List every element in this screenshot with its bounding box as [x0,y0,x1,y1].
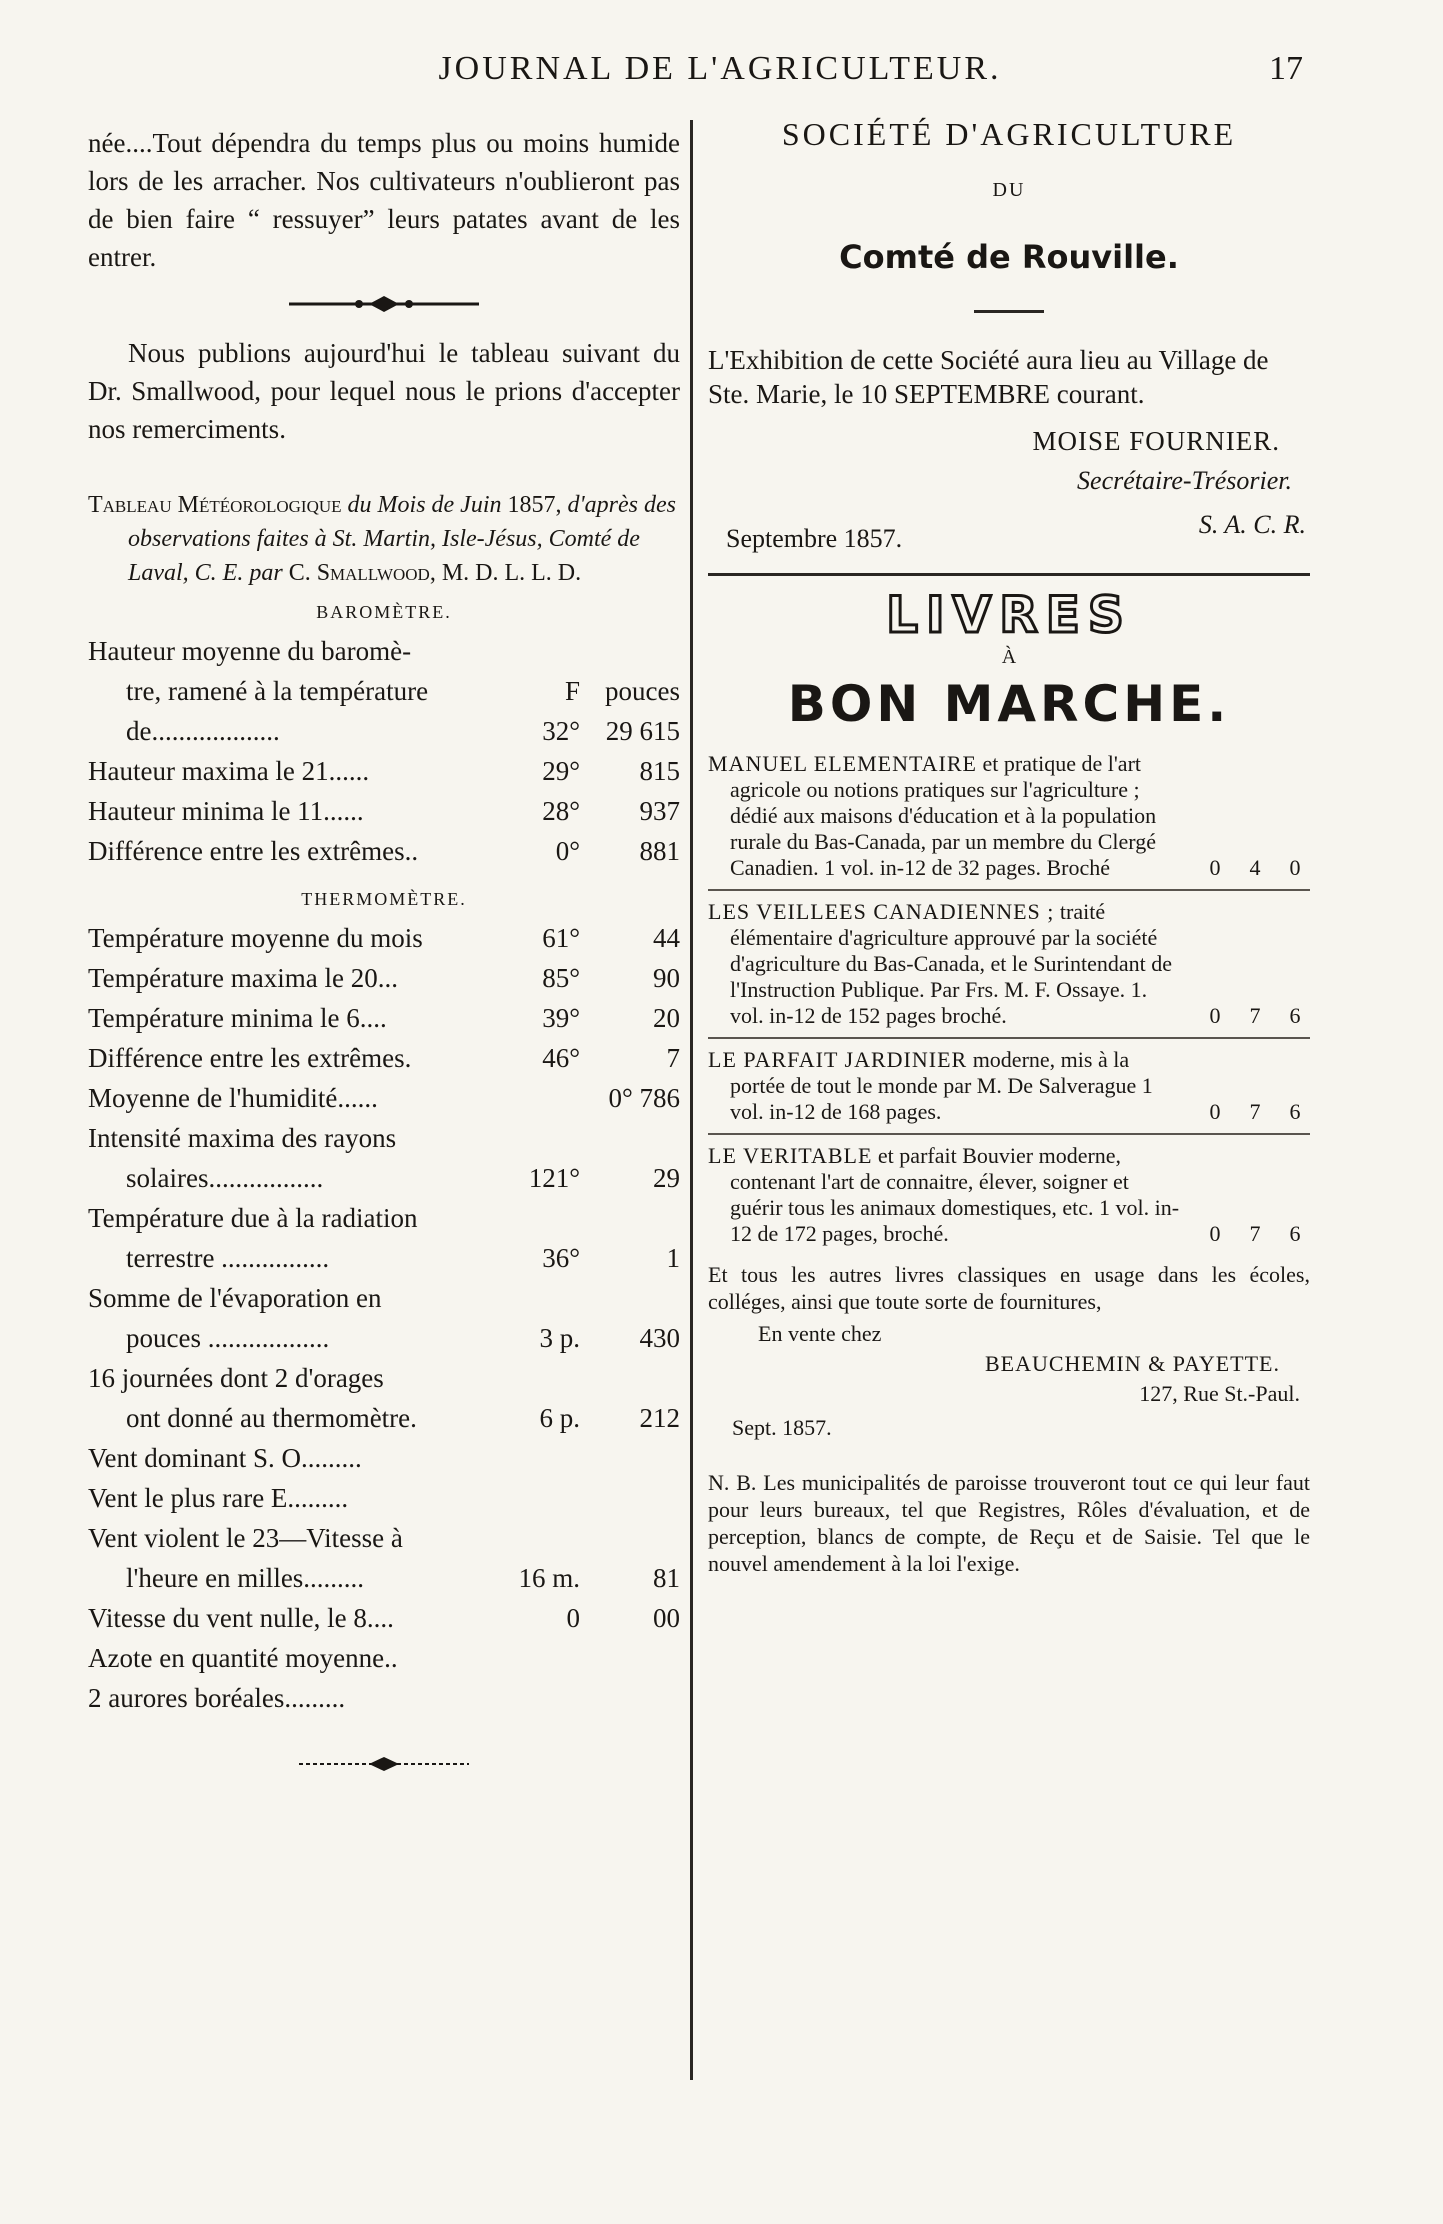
thermometre-table [88,918,680,1718]
price-digit: 7 [1249,1003,1261,1028]
row-value-2: 20 [653,1003,680,1033]
table-row [88,1078,680,1118]
book-separator [708,1037,1310,1039]
table-row [88,1038,680,1078]
tableau-heading [88,488,680,590]
row-value-2: pouces [605,676,680,706]
ornament-divider-bottom [88,1754,680,1776]
row-value-1: 85° [542,963,580,993]
table-row [88,1198,680,1238]
table-row [88,791,680,831]
table-row [88,1158,680,1198]
price-digit: 0 [1209,1099,1221,1124]
nota-bene: N. B. Les municipalités de paroisse trouveront tout ce qui leur faut pour leurs bureaux, tel que Registres, Rôles d'évaluation, et de perception, blancs de compte, de Reçu et de Saisie. Tel que le nouvel amendement à la loi l'exige. [708,1470,1310,1576]
row-label: Température minima le 6.... [88,1003,387,1033]
row-label: Intensité maxima des rayons [88,1123,397,1153]
price-digit: 0 [1209,1221,1221,1246]
row-value-2: 881 [639,836,680,866]
row-label: Différence entre les extrêmes.. [88,836,419,866]
exhibition-notice: L'Exhibition de cette Société aura lieu au Village de Ste. Marie, le 10 SEPTEMBRE courant. [708,345,1269,409]
row-label: Vent le plus rare E......... [88,1483,349,1513]
book-description [708,1047,1186,1125]
table-row [88,1478,680,1518]
ornament-divider [88,294,680,316]
table-row [88,1558,680,1598]
signature-line [708,505,1310,559]
row-value-1: 6 p. [539,1403,580,1433]
book-separator [708,889,1310,891]
row-value-2: 0° 786 [608,1083,680,1113]
row-label: tre, ramené à la température [126,676,429,706]
secretary-role: Secrétaire-Trésorier. [1077,466,1292,495]
paragraph-smallwood: Nous publions aujourd'hui le tableau suivant du Dr. Smallwood, pour lequel nous le prions d'accepter nos remerciments. [88,338,680,444]
row-label: Hauteur minima le 11...... [88,796,364,826]
table-row [88,1518,680,1558]
table-row [88,711,680,751]
book-text: et pratique de l'art agricole ou notions pratiques sur l'agriculture ; dédié aux maisons d'éducation et à la population rurale du Bas-Canada, par un membre du Clergé Canadien. 1 vol. in-12 de 32 pages. Broché [730,751,1157,880]
row-label: Vent dominant S. O......... [88,1443,362,1473]
bon-marche-heading: BON MARCHE. [787,675,1231,733]
row-value-2: 430 [639,1323,680,1353]
book-title: LES VEILLEES CANADIENNES ; [708,899,1055,924]
ad-date: Sept. 1857. [732,1415,832,1440]
book-price [1186,1099,1310,1125]
book-separator [708,1133,1310,1135]
other-books-note: Et tous les autres livres classiques en usage dans les écoles, colléges, ainsi que toute sorte de fournitures, [708,1262,1310,1314]
table-row [88,1358,680,1398]
row-value-2: 29 [653,1163,680,1193]
row-value-1: 39° [542,1003,580,1033]
table-row [88,751,680,791]
price-digit: 4 [1249,855,1261,880]
row-value-1: 0 [566,1603,580,1633]
row-value-1: 3 p. [539,1323,580,1353]
table-row [88,1318,680,1358]
book-price [1186,1221,1310,1247]
short-rule [974,310,1044,313]
book-description [708,1143,1186,1247]
book-text: traité élémentaire d'agriculture approuvé par la société d'agriculture du Bas-Canada, et le Surintendant de l'Instruction Publique. Par Frs. M. F. Ossaye. 1. vol. in-12 de 152 pages broché. [730,899,1172,1028]
book-title: LE PARFAIT JARDINIER [708,1047,968,1072]
price-digit: 0 [1209,855,1221,880]
right-column [708,116,1310,1599]
row-label: Température moyenne du mois [88,923,423,953]
tableau-month: du Mois de Juin [341,492,508,518]
row-value-2: 1 [666,1243,680,1273]
book-entry [708,1143,1310,1247]
row-value-1: F [564,676,580,706]
row-label: Moyenne de l'humidité...... [88,1083,378,1113]
notice-date: Septembre 1857. [726,524,903,553]
row-value-2: 29 615 [605,716,680,746]
comte-title: Comté de Rouville. [839,238,1179,276]
row-value-1: 16 m. [518,1563,580,1593]
book-description [708,899,1186,1029]
row-label: Vent violent le 23—Vitesse à [88,1523,403,1553]
book-title: MANUEL ELEMENTAIRE [708,751,977,776]
book-price [1186,855,1310,881]
row-label: Azote en quantité moyenne.. [88,1643,398,1673]
row-label: 16 journées dont 2 d'orages [88,1363,384,1393]
book-title: LE VERITABLE [708,1143,873,1168]
price-digit: 6 [1289,1003,1301,1028]
row-value-2: 815 [639,756,680,786]
row-label: Hauteur moyenne du baromè- [88,636,412,666]
book-entry [708,751,1310,881]
vendor-name: BEAUCHEMIN & PAYETTE. [984,1351,1280,1376]
table-row [88,918,680,958]
row-value-1: 32° [542,716,580,746]
table-row [88,1278,680,1318]
left-column [88,124,680,1794]
book-price [1186,1003,1310,1029]
vendor-address: 127, Rue St.-Paul. [1139,1381,1300,1406]
table-row [88,1438,680,1478]
tableau-author: C. Smallwood, M. D. L. L. D. [288,560,582,586]
table-row [88,631,680,671]
row-label: Température maxima le 20... [88,963,398,993]
table-row [88,1118,680,1158]
row-label: Température due à la radiation [88,1203,418,1233]
vente-chez: En vente chez [758,1321,882,1346]
row-value-1: 61° [542,923,580,953]
table-row [88,1678,680,1718]
society-abbr: S. A. C. R. [1198,510,1306,539]
secretary-name: MOISE FOURNIER. [1032,426,1280,456]
tableau-place: d'après des observations faites à St. Martin, Isle-Jésus, Comté de Laval, C. E. par [128,492,676,586]
table-row [88,1598,680,1638]
running-title: JOURNAL DE L'AGRICULTEUR. [438,50,1002,87]
book-entry [708,1047,1310,1125]
row-value-2: 212 [639,1403,680,1433]
price-digit: 6 [1289,1099,1301,1124]
row-label: de................... [126,716,280,746]
row-label: terrestre ................ [126,1243,330,1273]
row-value-2: 7 [666,1043,680,1073]
book-entry [708,899,1310,1029]
tableau-title: Tableau Météorologique [88,492,342,518]
row-label: Vitesse du vent nulle, le 8.... [88,1603,394,1633]
row-label: l'heure en milles......... [126,1563,365,1593]
row-label: Somme de l'évaporation en [88,1283,382,1313]
row-value-2: 81 [653,1563,680,1593]
price-digit: 0 [1209,1003,1221,1028]
row-label: 2 aurores boréales......... [88,1683,346,1713]
row-label: Hauteur maxima le 21...... [88,756,370,786]
row-value-1: 28° [542,796,580,826]
row-value-1: 46° [542,1043,580,1073]
thermometre-title: THERMOMÈTRE. [301,889,467,909]
column-rule [690,120,693,2080]
row-label: ont donné au thermomètre. [126,1403,417,1433]
row-value-2: 00 [653,1603,680,1633]
livres-heading: LIVRES [886,586,1132,644]
a-word: À [1001,646,1017,668]
societe-title: SOCIÉTÉ D'AGRICULTURE [781,116,1237,152]
table-row [88,831,680,871]
row-label: pouces .................. [126,1323,330,1353]
book-text: moderne, mis à la portée de tout le monde par M. De Salverague 1 vol. in-12 de 168 pages. [730,1047,1153,1124]
table-row [88,671,680,711]
book-text: et parfait Bouvier moderne, contenant l'art de connaitre, élever, soigner et guérir tous les animaux domestiques, etc. 1 vol. in-12 de 172 pages, broché. [730,1143,1180,1246]
row-value-2: 90 [653,963,680,993]
price-digit: 7 [1249,1221,1261,1246]
book-description [708,751,1186,881]
table-row [88,1638,680,1678]
page-header [0,50,1443,98]
row-value-1: 29° [542,756,580,786]
barometre-table [88,631,680,871]
row-label: solaires................. [126,1163,324,1193]
row-value-1: 121° [528,1163,580,1193]
price-digit: 6 [1289,1221,1301,1246]
row-value-1: 0° [555,836,580,866]
table-row [88,1238,680,1278]
row-value-2: 937 [639,796,680,826]
section-rule [708,573,1310,576]
row-value-2: 44 [653,923,680,953]
societe-du: DU [992,179,1026,201]
book-list [708,751,1310,1247]
tableau-year: 1857, [507,492,568,518]
paragraph-potatoes: née....Tout dépendra du temps plus ou moins humide lors de les arracher. Nos cultivateurs n'oublieront pas de bien faire “ ressuyer” leurs patates avant de les entrer. [88,128,680,272]
table-row [88,998,680,1038]
page-number: 17 [1269,50,1303,87]
row-label: Différence entre les extrêmes. [88,1043,412,1073]
row-value-1: 36° [542,1243,580,1273]
price-digit: 7 [1249,1099,1261,1124]
table-row [88,1398,680,1438]
barometre-title: BAROMÈTRE. [316,602,452,622]
table-row [88,958,680,998]
price-digit: 0 [1289,855,1301,880]
